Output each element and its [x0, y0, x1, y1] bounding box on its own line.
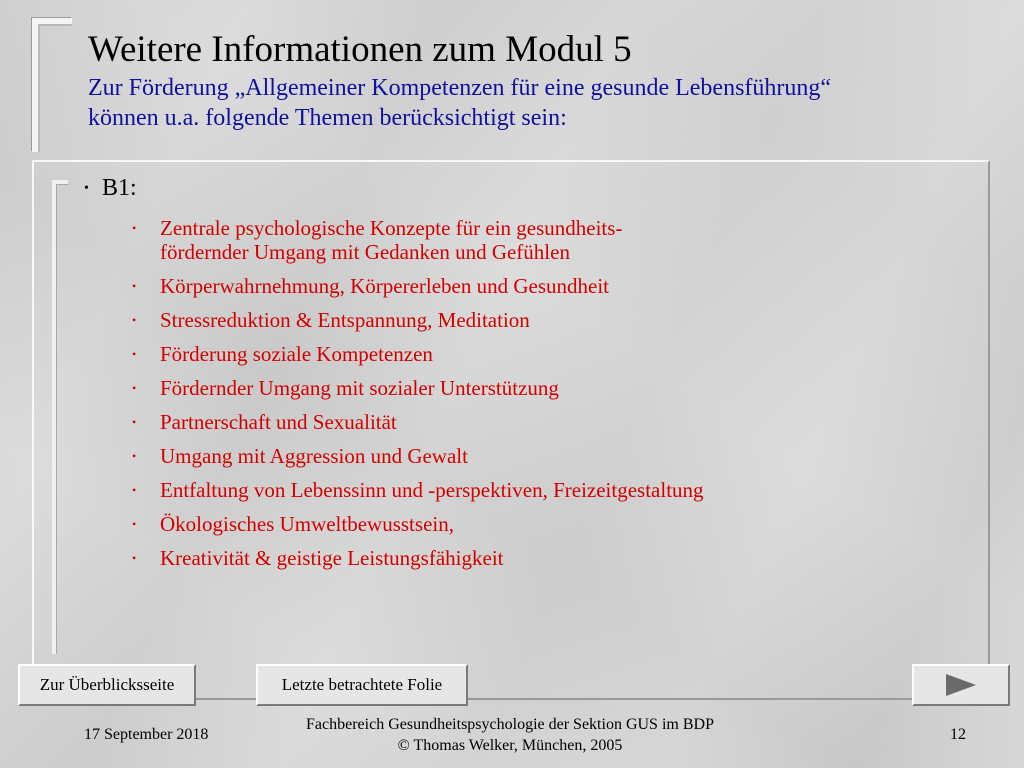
main-bullet-item: [84, 175, 137, 202]
main-bullet-list: [84, 175, 137, 202]
bullet-icon: •: [132, 221, 137, 235]
topic-item: [132, 342, 704, 366]
subtitle-line-1: Zur Förderung „Allgemeiner Kompetenzen für eine gesunde Lebensführung“: [88, 75, 832, 101]
topic-item: [132, 478, 704, 502]
bullet-icon: •: [132, 381, 137, 395]
bullet-icon: •: [132, 449, 137, 463]
footer-copyright: © Thomas Welker, München, 2005: [397, 737, 623, 754]
topic-item: [132, 444, 704, 468]
topic-item: [132, 376, 704, 400]
topic-text: Umgang mit Aggression und Gewalt: [160, 444, 468, 468]
footer-org-line-1: Fachbereich Gesundheitspsychologie der Sektion GUS im BDP: [306, 716, 714, 733]
last-viewed-slide-button[interactable]: Letzte betrachtete Folie: [256, 664, 468, 706]
topic-text: Fördernder Umgang mit sozialer Unterstützung: [160, 376, 559, 400]
bullet-icon: •: [132, 347, 137, 361]
topic-item: [132, 512, 704, 536]
topic-item: [132, 274, 704, 298]
slide-subtitle: [88, 73, 831, 133]
topic-item: [132, 216, 704, 264]
topic-text: Ökologisches Umweltbewusstsein,: [160, 512, 454, 536]
bullet-icon: •: [84, 180, 89, 196]
topic-text: Förderung soziale Kompetenzen: [160, 342, 433, 366]
page-number: 12: [950, 726, 966, 743]
bullet-icon: •: [132, 517, 137, 531]
decorative-bracket-top: [32, 18, 72, 152]
topic-item: [132, 546, 704, 570]
topic-item: [132, 410, 704, 434]
topic-text: Zentrale psychologische Konzepte für ein gesundheits- fördernder Umgang mit Gedanken und Gefühlen: [160, 216, 623, 264]
play-right-icon: [944, 673, 978, 697]
decorative-bracket-content: [52, 180, 68, 654]
subtitle-line-2: können u.a. folgende Themen berücksichtigt sein:: [88, 105, 567, 131]
main-bullet-label: B1:: [102, 175, 137, 201]
bullet-icon: •: [132, 279, 137, 293]
bullet-icon: •: [132, 313, 137, 327]
topic-text: Entfaltung von Lebenssinn und -perspektiven, Freizeitgestaltung: [160, 478, 704, 502]
bullet-icon: •: [132, 415, 137, 429]
topic-item: [132, 308, 704, 332]
next-slide-button[interactable]: [912, 664, 1010, 706]
topic-text: Stressreduktion & Entspannung, Meditation: [160, 308, 530, 332]
footer-organization: [260, 714, 760, 756]
topic-text: Partnerschaft und Sexualität: [160, 410, 397, 434]
footer-date: 17 September 2018: [84, 726, 209, 743]
topic-text: Körperwahrnehmung, Körpererleben und Gesundheit: [160, 274, 610, 298]
bullet-icon: •: [132, 551, 137, 565]
slide-title: Weitere Informationen zum Modul 5: [88, 29, 632, 70]
bullet-icon: •: [132, 483, 137, 497]
topic-list: [132, 216, 704, 580]
overview-button[interactable]: Zur Überblicksseite: [18, 664, 196, 706]
topic-text: Kreativität & geistige Leistungsfähigkeit: [160, 546, 504, 570]
